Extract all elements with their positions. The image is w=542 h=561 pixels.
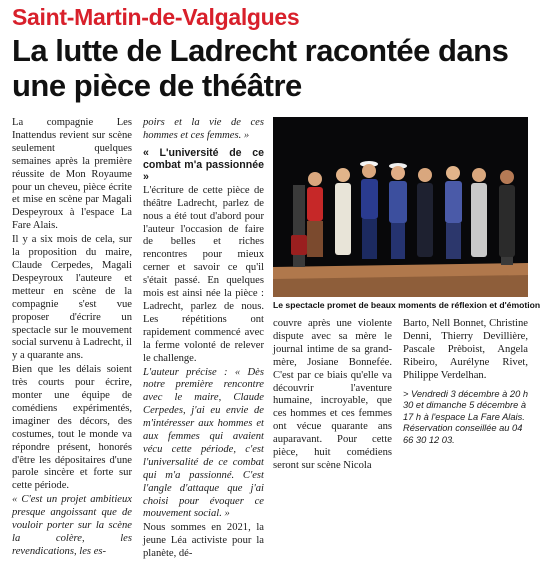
article-headline: La lutte de Ladrecht racontée dans une pièce de théâtre bbox=[12, 33, 509, 103]
paragraph: Bien que les délais soient très courts pour écrire, monter une équipe de comédiens expérimentés, imaginer des décors, des costumes, tout le monde va répondre présent, honorés d'être les dépositaires d'une parole sincère et forte sur cette période. bbox=[12, 364, 132, 492]
quote-paragraph: « C'est un projet ambitieux presque angoissant que de vouloir porter sur la scène la colère, les revendications, les es- bbox=[12, 494, 132, 557]
photo-caption: Le spectacle promet de beaux moments de réflexion et d'émotion bbox=[273, 300, 541, 310]
quote-paragraph: poirs et la vie de ces hommes et ces femmes. » bbox=[143, 117, 264, 141]
article-column-4 bbox=[403, 318, 528, 445]
paragraph: couvre après une violente dispute avec sa mère le journal intime de sa grand-mère, Josiane Bonnefée. C'est par ce biais qu'elle va découvrir l'aventure humaine, incroyable, que ces hommes et ces femmes ont vécue quarante ans auparavant. Pour cette pièce, huit comédiens seront sur scène Nicola bbox=[273, 318, 392, 471]
paragraph: La compagnie Les Inattendus revient sur scène seulement quelques semaines après la première réussite de Mon Royaume pour un cheveu, pièce écrite et mise en scène par Magali Despeyroux à l'espace La Fare Alais. bbox=[12, 117, 132, 232]
paragraph: Barto, Nell Bonnet, Christine Denni, Thierry Devillière, Pascale Prèboist, Angela Ribeiro, Aurélyne Rivet, Philippe Verdelhan. bbox=[403, 318, 528, 381]
paragraph: Il y a six mois de cela, sur la proposition du maire, Claude Cerpedes, Magali Despeyroux l'auteure et metteur en scène de la compagnie s'est vue proposer d'écrire un spectacle sur le mouvement social survenu à Ladrecht, il y a quarante ans. bbox=[12, 234, 132, 362]
quote-paragraph: L'auteur précise : « Dès notre première rencontre avec le maire, Claude Cerpedes, j'ai eu envie de m'intéresser aux hommes et aux femmes qui avaient vécu cette période, c'est l'universalité de ce combat qui m'a passionné. C'est l'angle d'attaque que j'ai choisi pour évoquer ce mouvement social. » bbox=[143, 366, 264, 520]
article-column-2 bbox=[143, 117, 264, 560]
article-column-3 bbox=[273, 318, 392, 471]
section-kicker: Saint-Martin-de-Valgalgues bbox=[12, 4, 300, 30]
article-column-1 bbox=[12, 117, 132, 557]
article-subheading: « L'université de ce combat m'a passionnée » bbox=[143, 146, 264, 183]
paragraph: L'écriture de cette pièce de théâtre Ladrecht, parlez de nous a été tout d'abord pour l'auteur l'occasion de faire de belles et riches rencontres pour mieux cerner et savoir ce qu'il s'était passé. En quelques mois est ainsi née la pièce : Ladrecht, parlez de nous. Les répétitions ont rapidement commencé avec la ferme volonté de relever le challenge. bbox=[143, 184, 264, 364]
event-info: > Vendredi 3 décembre à 20 h 30 et dimanche 5 décembre à 17 h à l'espace La Fare Alais. Réservation conseillée au 04 66 30 12 03. bbox=[403, 388, 528, 445]
theatre-photo bbox=[273, 117, 528, 297]
paragraph: Nous sommes en 2021, la jeune Léa activiste pour la planète, dé- bbox=[143, 522, 264, 560]
